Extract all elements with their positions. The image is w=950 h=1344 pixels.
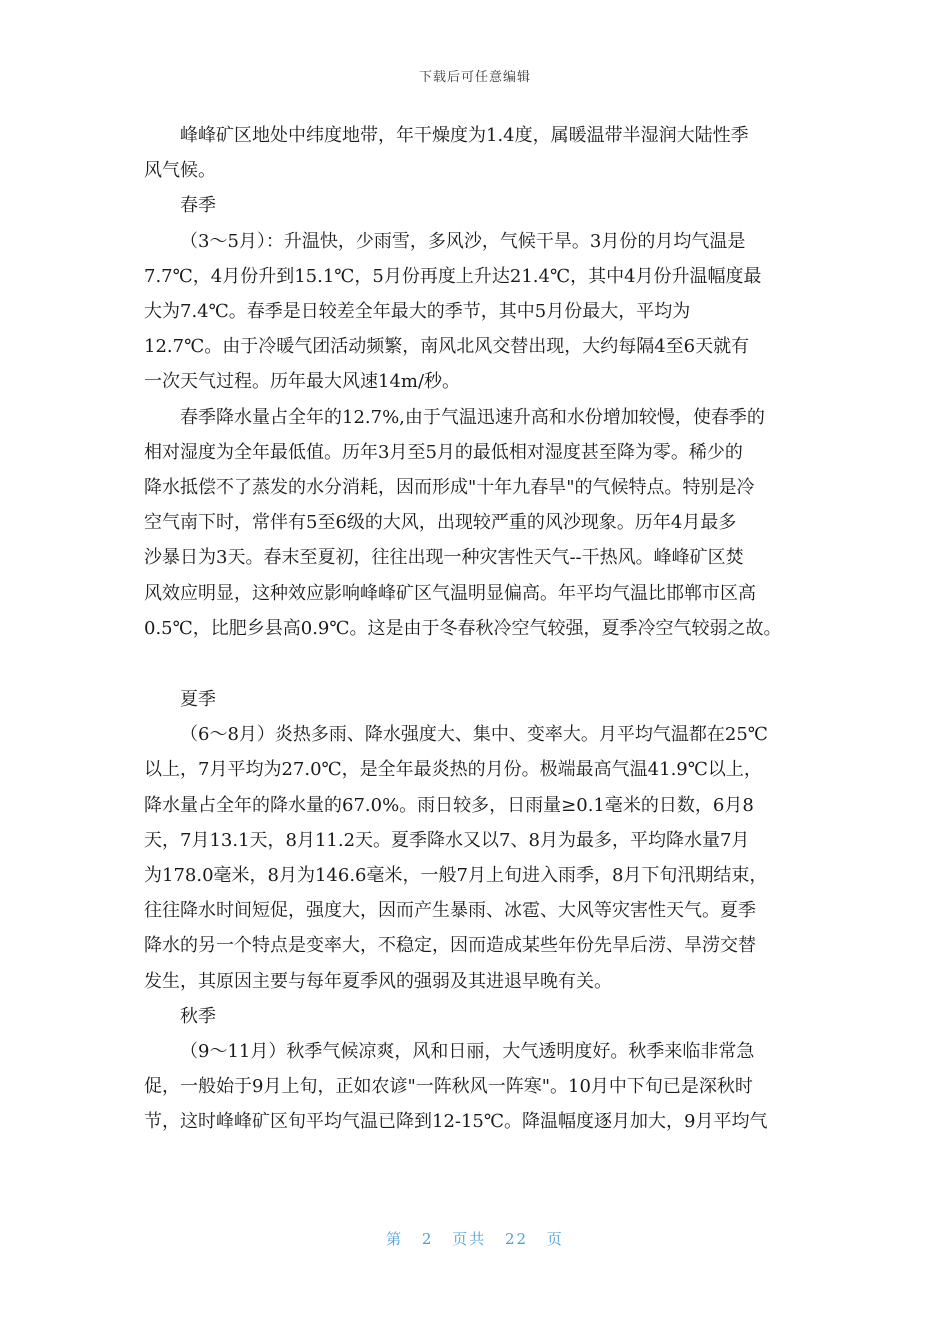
blank-line [144,646,814,682]
page-number-footer: 第 2 页共 22 页 [386,1230,564,1248]
text-line: 节，这时峰峰矿区旬平均气温已降到12-15℃。降温幅度逐月加大，9月平均气 [144,1111,768,1133]
summer-paragraph [144,717,814,752]
text-line: 为178.0毫米，8月为146.6毫米，一般7月上旬进入雨季，8月下旬汛期结束， [144,865,768,887]
text-line: 促，一般始于9月上旬，正如农谚"一阵秋风一阵寒"。10月中下旬已是深秋时 [144,1076,753,1098]
text-line: 降水的另一个特点是变率大，不稳定，因而造成某些年份先旱后涝、旱涝交替 [144,935,756,957]
spring-paragraph-2 [144,400,814,435]
text-line: 降水量占全年的降水量的67.0%。雨日较多，日雨量≥0.1毫米的日数，6月8 [144,794,754,816]
text-line: 春季降水量占全年的12.7%,由于气温迅速升高和水份增加较慢，使春季的 [180,406,765,428]
text-line: 沙暴日为3天。春末至夏初，往往出现一种灾害性天气--干热风。峰峰矿区焚 [144,547,744,569]
text-line: （6～8月）炎热多雨、降水强度大、集中、变率大。月平均气温都在25℃ [180,724,768,746]
text-line: 天，7月13.1天，8月11.2天。夏季降水又以7、8月为最多，平均降水量7月 [144,829,750,851]
document-body [144,118,814,1140]
text-line: 12.7℃。由于冷暖气团活动频繁，南风北风交替出现，大约每隔4至6天就有 [144,336,750,358]
text-line: 发生，其原因主要与每年夏季风的强弱及其进退早晚有关。 [144,970,612,992]
text-line: 以上，7月平均为27.0℃，是全年最炎热的月份。极端最高气温41.9℃以上， [144,759,762,781]
text-line: 风效应明显，这种效应影响峰峰矿区气温明显偏高。年平均气温比邯郸市区高 [144,582,756,604]
text-line: （3～5月）：升温快，少雨雪，多风沙，气候干旱。3月份的月均气温是 [180,230,746,252]
section-heading-summer: 夏季 [180,689,216,711]
section-heading-autumn: 秋季 [180,1005,216,1027]
text-line: 7.7℃，4月份升到15.1℃，5月份再度上升达21.4℃，其中4月份升温幅度最 [144,265,762,287]
text-line: 风气候。 [144,160,216,182]
text-line: 0.5℃，比肥乡县高0.9℃。这是由于冬春秋冷空气较强，夏季冷空气较弱之故。 [144,617,782,639]
page-header: 下载后可任意编辑 [418,70,531,85]
text-line: 降水抵偿不了蒸发的水分消耗，因而形成"十年九春旱"的气候特点。特别是冷 [144,477,755,499]
text-line: 相对湿度为全年最低值。历年3月至5月的最低相对湿度甚至降为零。稀少的 [144,441,743,463]
intro-paragraph [144,118,814,153]
text-line: 峰峰矿区地处中纬度地带，年干燥度为1.4度，属暖温带半湿润大陆性季 [180,125,749,146]
text-line: 空气南下时，常伴有5至6级的大风，出现较严重的风沙现象。历年4月最多 [144,512,737,534]
spring-paragraph-1 [144,224,814,259]
text-line: （9～11月）秋季气候凉爽，风和日丽，大气透明度好。秋季来临非常急 [180,1041,755,1063]
text-line: 往往降水时间短促，强度大，因而产生暴雨、冰雹、大风等灾害性天气。夏季 [144,900,756,922]
autumn-paragraph [144,1034,814,1069]
text-line: 一次天气过程。历年最大风速14m/秒。 [144,371,461,393]
text-line: 大为7.4℃。春季是日较差全年最大的季节，其中5月份最大，平均为 [144,301,691,323]
section-heading-spring: 春季 [180,195,216,217]
